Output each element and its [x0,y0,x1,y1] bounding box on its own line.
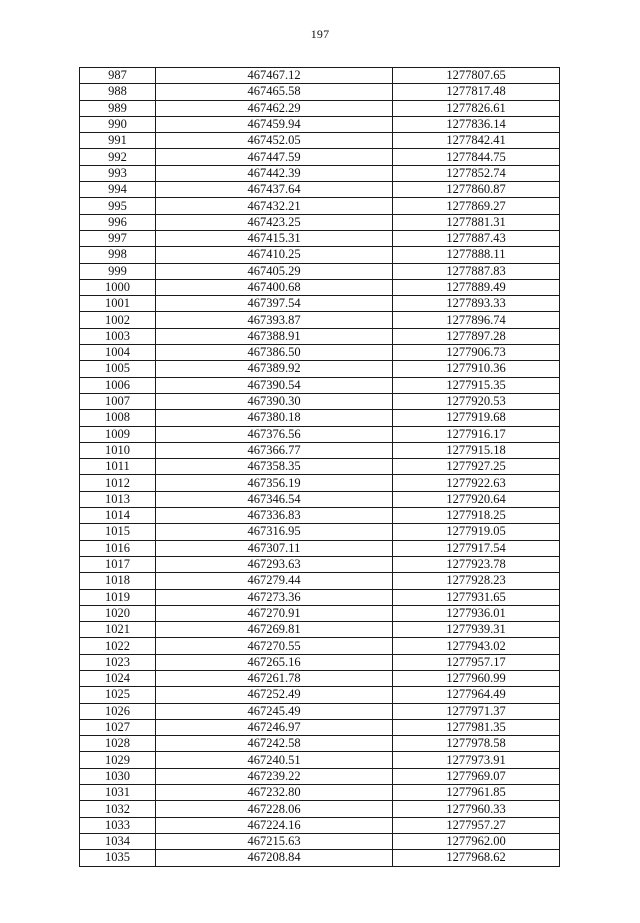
point-number-cell: 1033 [80,817,156,833]
x-coordinate-cell: 467432.21 [156,198,393,214]
x-coordinate-cell: 467261.78 [156,670,393,686]
point-number-cell: 1031 [80,785,156,801]
table-row [80,116,560,132]
x-coordinate-cell: 467410.25 [156,247,393,263]
point-number-cell: 1027 [80,719,156,735]
table-row [80,768,560,784]
y-coordinate-cell: 1277918.25 [393,508,560,524]
point-number-cell: 1025 [80,687,156,703]
table-row [80,100,560,116]
x-coordinate-cell: 467376.56 [156,426,393,442]
point-number-cell: 998 [80,247,156,263]
x-coordinate-cell: 467316.95 [156,524,393,540]
x-coordinate-cell: 467415.31 [156,230,393,246]
point-number-cell: 1028 [80,736,156,752]
table-row [80,670,560,686]
x-coordinate-cell: 467366.77 [156,442,393,458]
table-row [80,214,560,230]
y-coordinate-cell: 1277960.99 [393,670,560,686]
point-number-cell: 987 [80,68,156,84]
x-coordinate-cell: 467452.05 [156,133,393,149]
point-number-cell: 1002 [80,312,156,328]
point-number-cell: 1016 [80,540,156,556]
y-coordinate-cell: 1277973.91 [393,752,560,768]
y-coordinate-cell: 1277826.61 [393,100,560,116]
x-coordinate-cell: 467459.94 [156,116,393,132]
point-number-cell: 990 [80,116,156,132]
y-coordinate-cell: 1277906.73 [393,345,560,361]
table-row [80,296,560,312]
point-number-cell: 997 [80,230,156,246]
point-number-cell: 988 [80,84,156,100]
x-coordinate-cell: 467224.16 [156,817,393,833]
y-coordinate-cell: 1277971.37 [393,703,560,719]
table-row [80,475,560,491]
y-coordinate-cell: 1277807.65 [393,68,560,84]
x-coordinate-cell: 467358.35 [156,459,393,475]
y-coordinate-cell: 1277887.83 [393,263,560,279]
y-coordinate-cell: 1277842.41 [393,133,560,149]
y-coordinate-cell: 1277915.18 [393,442,560,458]
y-coordinate-cell: 1277919.68 [393,410,560,426]
table-row [80,393,560,409]
table-row [80,68,560,84]
point-number-cell: 1005 [80,361,156,377]
table-row [80,279,560,295]
y-coordinate-cell: 1277960.33 [393,801,560,817]
x-coordinate-cell: 467232.80 [156,785,393,801]
table-row [80,833,560,849]
point-number-cell: 1014 [80,508,156,524]
y-coordinate-cell: 1277881.31 [393,214,560,230]
y-coordinate-cell: 1277943.02 [393,638,560,654]
table-row [80,263,560,279]
x-coordinate-cell: 467390.54 [156,377,393,393]
x-coordinate-cell: 467269.81 [156,622,393,638]
y-coordinate-cell: 1277852.74 [393,165,560,181]
table-row [80,719,560,735]
point-number-cell: 1023 [80,654,156,670]
y-coordinate-cell: 1277889.49 [393,279,560,295]
y-coordinate-cell: 1277961.85 [393,785,560,801]
point-number-cell: 1024 [80,670,156,686]
y-coordinate-cell: 1277957.17 [393,654,560,670]
y-coordinate-cell: 1277887.43 [393,230,560,246]
point-number-cell: 992 [80,149,156,165]
x-coordinate-cell: 467388.91 [156,328,393,344]
x-coordinate-cell: 467273.36 [156,589,393,605]
table-row [80,165,560,181]
point-number-cell: 1022 [80,638,156,654]
y-coordinate-cell: 1277931.65 [393,589,560,605]
point-number-cell: 1001 [80,296,156,312]
y-coordinate-cell: 1277957.27 [393,817,560,833]
coordinates-table-body [80,68,560,867]
point-number-cell: 999 [80,263,156,279]
x-coordinate-cell: 467467.12 [156,68,393,84]
point-number-cell: 1030 [80,768,156,784]
y-coordinate-cell: 1277920.64 [393,491,560,507]
table-row [80,491,560,507]
point-number-cell: 1035 [80,850,156,866]
y-coordinate-cell: 1277888.11 [393,247,560,263]
table-row [80,149,560,165]
x-coordinate-cell: 467423.25 [156,214,393,230]
table-row [80,736,560,752]
y-coordinate-cell: 1277817.48 [393,84,560,100]
point-number-cell: 1013 [80,491,156,507]
y-coordinate-cell: 1277860.87 [393,182,560,198]
point-number-cell: 1020 [80,605,156,621]
point-number-cell: 1004 [80,345,156,361]
table-row [80,345,560,361]
y-coordinate-cell: 1277939.31 [393,622,560,638]
y-coordinate-cell: 1277923.78 [393,556,560,572]
point-number-cell: 1007 [80,393,156,409]
point-number-cell: 1009 [80,426,156,442]
point-number-cell: 996 [80,214,156,230]
table-row [80,312,560,328]
x-coordinate-cell: 467336.83 [156,508,393,524]
y-coordinate-cell: 1277964.49 [393,687,560,703]
y-coordinate-cell: 1277969.07 [393,768,560,784]
point-number-cell: 1006 [80,377,156,393]
point-number-cell: 995 [80,198,156,214]
x-coordinate-cell: 467390.30 [156,393,393,409]
table-row [80,605,560,621]
y-coordinate-cell: 1277869.27 [393,198,560,214]
x-coordinate-cell: 467246.97 [156,719,393,735]
x-coordinate-cell: 467462.29 [156,100,393,116]
y-coordinate-cell: 1277893.33 [393,296,560,312]
table-row [80,377,560,393]
point-number-cell: 993 [80,165,156,181]
y-coordinate-cell: 1277919.05 [393,524,560,540]
x-coordinate-cell: 467270.55 [156,638,393,654]
x-coordinate-cell: 467245.49 [156,703,393,719]
table-row [80,817,560,833]
y-coordinate-cell: 1277915.35 [393,377,560,393]
x-coordinate-cell: 467279.44 [156,573,393,589]
table-row [80,328,560,344]
point-number-cell: 1017 [80,556,156,572]
point-number-cell: 1026 [80,703,156,719]
y-coordinate-cell: 1277968.62 [393,850,560,866]
point-number-cell: 1034 [80,833,156,849]
table-row [80,687,560,703]
table-row [80,540,560,556]
x-coordinate-cell: 467265.16 [156,654,393,670]
table-row [80,508,560,524]
x-coordinate-cell: 467356.19 [156,475,393,491]
point-number-cell: 1018 [80,573,156,589]
point-number-cell: 1021 [80,622,156,638]
y-coordinate-cell: 1277897.28 [393,328,560,344]
y-coordinate-cell: 1277896.74 [393,312,560,328]
x-coordinate-cell: 467405.29 [156,263,393,279]
y-coordinate-cell: 1277917.54 [393,540,560,556]
y-coordinate-cell: 1277920.53 [393,393,560,409]
point-number-cell: 1010 [80,442,156,458]
x-coordinate-cell: 467389.92 [156,361,393,377]
y-coordinate-cell: 1277916.17 [393,426,560,442]
table-row [80,182,560,198]
y-coordinate-cell: 1277910.36 [393,361,560,377]
x-coordinate-cell: 467437.64 [156,182,393,198]
x-coordinate-cell: 467447.59 [156,149,393,165]
x-coordinate-cell: 467397.54 [156,296,393,312]
table-row [80,442,560,458]
table-row [80,785,560,801]
table-row [80,589,560,605]
x-coordinate-cell: 467208.84 [156,850,393,866]
x-coordinate-cell: 467307.11 [156,540,393,556]
y-coordinate-cell: 1277936.01 [393,605,560,621]
table-row [80,638,560,654]
x-coordinate-cell: 467380.18 [156,410,393,426]
table-row [80,801,560,817]
table-row [80,524,560,540]
table-row [80,247,560,263]
y-coordinate-cell: 1277836.14 [393,116,560,132]
table-row [80,84,560,100]
x-coordinate-cell: 467215.63 [156,833,393,849]
x-coordinate-cell: 467346.54 [156,491,393,507]
x-coordinate-cell: 467270.91 [156,605,393,621]
point-number-cell: 1000 [80,279,156,295]
x-coordinate-cell: 467293.63 [156,556,393,572]
point-number-cell: 1019 [80,589,156,605]
y-coordinate-cell: 1277928.23 [393,573,560,589]
x-coordinate-cell: 467239.22 [156,768,393,784]
table-row [80,703,560,719]
point-number-cell: 1011 [80,459,156,475]
table-row [80,361,560,377]
x-coordinate-cell: 467386.50 [156,345,393,361]
x-coordinate-cell: 467240.51 [156,752,393,768]
table-row [80,133,560,149]
point-number-cell: 1003 [80,328,156,344]
table-row [80,230,560,246]
x-coordinate-cell: 467242.58 [156,736,393,752]
y-coordinate-cell: 1277962.00 [393,833,560,849]
table-row [80,556,560,572]
x-coordinate-cell: 467228.06 [156,801,393,817]
x-coordinate-cell: 467252.49 [156,687,393,703]
table-row [80,622,560,638]
point-number-cell: 1015 [80,524,156,540]
point-number-cell: 994 [80,182,156,198]
point-number-cell: 1008 [80,410,156,426]
point-number-cell: 1032 [80,801,156,817]
table-row [80,654,560,670]
x-coordinate-cell: 467465.58 [156,84,393,100]
x-coordinate-cell: 467393.87 [156,312,393,328]
y-coordinate-cell: 1277844.75 [393,149,560,165]
y-coordinate-cell: 1277978.58 [393,736,560,752]
point-number-cell: 1029 [80,752,156,768]
y-coordinate-cell: 1277922.63 [393,475,560,491]
page-number: 197 [310,27,330,41]
table-row [80,410,560,426]
point-number-cell: 1012 [80,475,156,491]
point-number-cell: 989 [80,100,156,116]
table-row [80,198,560,214]
point-number-cell: 991 [80,133,156,149]
y-coordinate-cell: 1277981.35 [393,719,560,735]
y-coordinate-cell: 1277927.25 [393,459,560,475]
table-row [80,752,560,768]
table-row [80,426,560,442]
x-coordinate-cell: 467400.68 [156,279,393,295]
table-row [80,459,560,475]
coordinates-table [79,67,560,867]
x-coordinate-cell: 467442.39 [156,165,393,181]
table-row [80,573,560,589]
table-row [80,850,560,866]
